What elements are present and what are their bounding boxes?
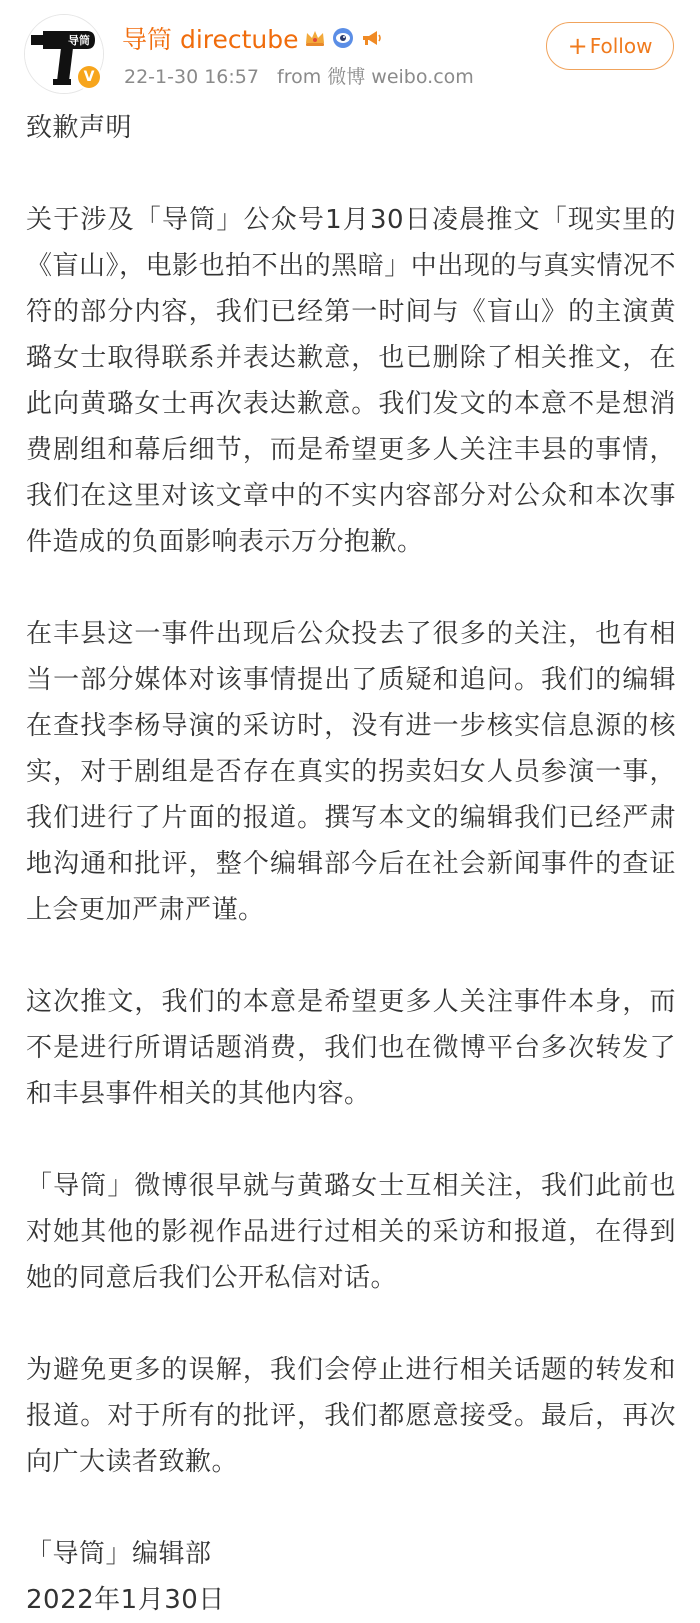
user-name-row: [122, 20, 383, 56]
megaphone-icon[interactable]: [359, 26, 383, 50]
post-signature: 「导筒」编辑部: [26, 1539, 212, 1569]
crown-icon[interactable]: [303, 26, 327, 50]
post-body: [26, 105, 676, 1623]
username[interactable]: 导筒 directube: [122, 25, 299, 54]
verified-badge: [76, 64, 102, 90]
verified-icon: V: [78, 66, 100, 88]
post-paragraph: 关于涉及「导筒」公众号1月30日凌晨推文「现实里的《盲山》，电影也拍不出的黑暗」中出现的与真实情况不符的部分内容，我们已经第一时间与《盲山》的主演黄璐女士取得联系并表达歉意，也已删除了相关推文，在此向黄璐女士再次表达歉意。我们发文的本意不是想消费剧组和幕后细节，而是希望更多人关注丰县的事情，我们在这里对该文章中的不实内容部分对公众和本次事件造成的负面影响表示万分抱歉。: [26, 205, 676, 557]
follow-button[interactable]: [546, 22, 674, 70]
plus-icon: +: [567, 32, 588, 60]
post-meta: [124, 62, 474, 89]
post-date: 2022年1月30日: [26, 1585, 225, 1615]
post-source[interactable]: from 微博 weibo.com: [277, 66, 474, 88]
post-title: 致歉声明: [26, 113, 133, 143]
post-header: [0, 0, 700, 100]
post-timestamp: 22-1-30 16:57: [124, 66, 259, 88]
svg-text:导筒: 导筒: [68, 34, 90, 47]
post-paragraph: 这次推文，我们的本意是希望更多人关注事件本身，而不是进行所谓话题消费，我们也在微博平台多次转发了和丰县事件相关的其他内容。: [26, 987, 676, 1109]
post-paragraph: 「导筒」微博很早就与黄璐女士互相关注，我们此前也对她其他的影视作品进行过相关的采访和报道，在得到她的同意后我们公开私信对话。: [26, 1171, 676, 1293]
eye-icon[interactable]: [331, 26, 355, 50]
follow-label: Follow: [589, 34, 653, 58]
post-paragraph: 在丰县这一事件出现后公众投去了很多的关注，也有相当一部分媒体对该事情提出了质疑和追问。我们的编辑在查找李杨导演的采访时，没有进一步核实信息源的核实，对于剧组是否存在真实的拐卖妇女人员参演一事，我们进行了片面的报道。撰写本文的编辑我们已经严肃地沟通和批评，整个编辑部今后在社会新闻事件的查证上会更加严肃严谨。: [26, 619, 676, 925]
post-paragraph: 为避免更多的误解，我们会停止进行相关话题的转发和报道。对于所有的批评，我们都愿意接受。最后，再次向广大读者致歉。: [26, 1355, 676, 1477]
